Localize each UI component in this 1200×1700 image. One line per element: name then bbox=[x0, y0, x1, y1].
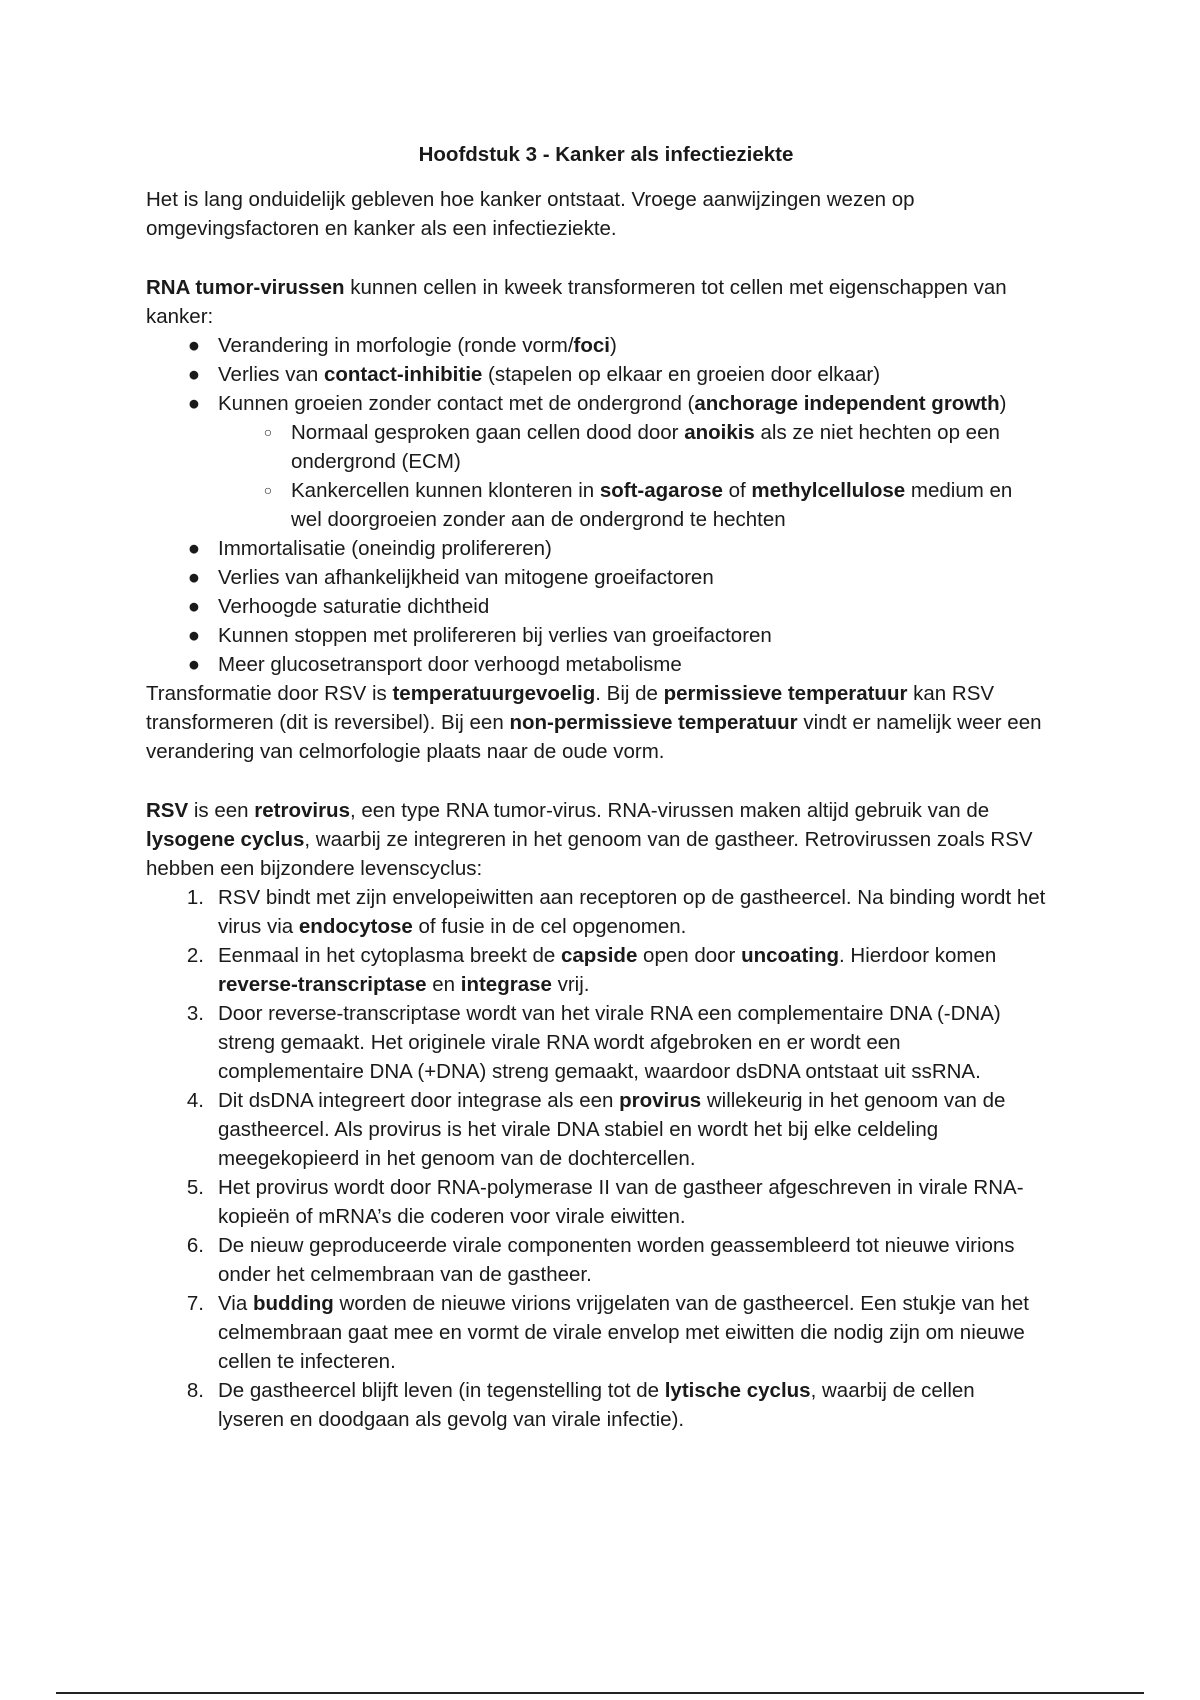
circle-bullet-icon: ○ bbox=[263, 482, 273, 498]
sub-list-item bbox=[218, 476, 1046, 534]
bold-term: RNA tumor-virussen bbox=[146, 276, 345, 299]
text-run: . Bij de bbox=[595, 682, 664, 705]
bold-term: anchorage independent growth bbox=[694, 392, 1000, 415]
text-run: . Hierdoor komen bbox=[839, 944, 997, 967]
numbered-item bbox=[146, 883, 1046, 941]
list-item bbox=[146, 389, 1046, 534]
numbered-item bbox=[146, 1086, 1046, 1173]
cancer-properties-list bbox=[146, 331, 1046, 679]
bold-term: RSV bbox=[146, 799, 189, 822]
bullet-icon: ● bbox=[187, 392, 201, 415]
text-run: ) bbox=[999, 392, 1007, 415]
item-number: 5. bbox=[186, 1176, 204, 1199]
text-run: Verhoogde saturatie dichtheid bbox=[218, 595, 490, 618]
text-run: Via bbox=[218, 1292, 253, 1315]
text-run: ) bbox=[609, 334, 617, 357]
bold-term: lytische cyclus bbox=[664, 1379, 811, 1402]
bullet-icon: ● bbox=[187, 595, 201, 618]
bottom-divider bbox=[56, 1692, 1144, 1694]
bold-term: integrase bbox=[460, 973, 552, 996]
text-run: en bbox=[426, 973, 461, 996]
list-item bbox=[146, 534, 1046, 563]
list-item bbox=[146, 563, 1046, 592]
bullet-icon: ● bbox=[187, 537, 201, 560]
document-page bbox=[146, 140, 1046, 1434]
text-run: Immortalisatie (oneindig prolifereren) bbox=[218, 537, 552, 560]
text-run: kunnen cellen in kweek transformeren tot cellen met eigenschappen van kanker: bbox=[146, 276, 1007, 328]
bold-term: permissieve temperatuur bbox=[663, 682, 908, 705]
bullet-icon: ● bbox=[187, 363, 201, 386]
item-number: 8. bbox=[186, 1379, 204, 1402]
bold-term: budding bbox=[252, 1292, 334, 1315]
item-number: 1. bbox=[186, 886, 204, 909]
text-run: open door bbox=[637, 944, 742, 967]
bold-term: retrovirus bbox=[254, 799, 350, 822]
bold-term: temperatuurgevoelig bbox=[392, 682, 596, 705]
bold-term: capside bbox=[561, 944, 638, 967]
text-run: , waarbij ze integreren in het genoom van de gastheer. Retrovirussen zoals RSV hebben een bijzondere levenscyclus: bbox=[146, 828, 1033, 880]
retrovirus-lifecycle-list bbox=[146, 883, 1046, 1434]
text-run: Kankercellen kunnen klonteren in bbox=[291, 479, 600, 502]
bullet-icon: ● bbox=[187, 334, 201, 357]
sub-list bbox=[218, 418, 1046, 534]
text-run: Het provirus wordt door RNA-polymerase II van de gastheer afgeschreven in virale RNA-kopieën of mRNA’s die coderen voor virale eiwitten. bbox=[218, 1176, 1024, 1228]
bullet-icon: ● bbox=[187, 624, 201, 647]
circle-bullet-icon: ○ bbox=[263, 424, 273, 440]
text-run: als ze niet hechten op een ondergrond (ECM) bbox=[291, 421, 1000, 473]
text-run: (stapelen op elkaar en groeien door elkaar) bbox=[482, 363, 881, 386]
numbered-item bbox=[146, 941, 1046, 999]
spacer bbox=[146, 766, 1046, 796]
rna-tumor-intro bbox=[146, 273, 1046, 331]
sub-list-item bbox=[218, 418, 1046, 476]
text-run: Kunnen stoppen met prolifereren bij verlies van groeifactoren bbox=[218, 624, 772, 647]
bold-term: anoikis bbox=[684, 421, 755, 444]
bold-term: contact-inhibitie bbox=[323, 363, 483, 386]
text-run: willekeurig in het genoom van de gastheercel. Als provirus is het virale DNA stabiel en wordt het bij elke celdeling meegekopieerd in het genoom van de dochtercellen. bbox=[218, 1089, 1006, 1170]
text-run: of bbox=[722, 479, 752, 502]
bold-term: reverse-transcriptase bbox=[218, 973, 427, 996]
bold-term: uncoating bbox=[741, 944, 840, 967]
transformation-paragraph bbox=[146, 679, 1046, 766]
list-item bbox=[146, 331, 1046, 360]
list-item bbox=[146, 592, 1046, 621]
bold-term: soft-agarose bbox=[599, 479, 723, 502]
bold-term: foci bbox=[573, 334, 610, 357]
numbered-item bbox=[146, 999, 1046, 1086]
text-run: De nieuw geproduceerde virale componenten worden geassembleerd tot nieuwe virions onder het celmembraan van de gastheer. bbox=[218, 1234, 1015, 1286]
text-run: , een type RNA tumor-virus. RNA-virussen maken altijd gebruik van de bbox=[349, 799, 990, 822]
text-run: of fusie in de cel opgenomen. bbox=[412, 915, 687, 938]
rsv-paragraph bbox=[146, 796, 1046, 883]
text-run: RSV bindt met zijn envelopeiwitten aan receptoren op de gastheercel. Na binding wordt het virus via bbox=[218, 886, 1046, 938]
list-item bbox=[146, 650, 1046, 679]
item-number: 4. bbox=[186, 1089, 204, 1112]
text-run: is een bbox=[188, 799, 255, 822]
text-run: Eenmaal in het cytoplasma breekt de bbox=[218, 944, 561, 967]
text-run: Kunnen groeien zonder contact met de ondergrond ( bbox=[218, 392, 695, 415]
bullet-icon: ● bbox=[187, 653, 201, 676]
spacer bbox=[146, 243, 1046, 273]
text-run: Normaal gesproken gaan cellen dood door bbox=[291, 421, 685, 444]
numbered-item bbox=[146, 1173, 1046, 1231]
text-run: De gastheercel blijft leven (in tegenstelling tot de bbox=[218, 1379, 665, 1402]
numbered-item bbox=[146, 1376, 1046, 1434]
text-run: Transformatie door RSV is bbox=[146, 682, 393, 705]
item-number: 6. bbox=[186, 1234, 204, 1257]
text-run: Door reverse-transcriptase wordt van het virale RNA een complementaire DNA (-DNA) streng gemaakt. Het originele virale RNA wordt afgebroken en er wordt een complementaire DNA (+DNA) streng gemaakt, waardoor dsDNA ontstaat uit ssRNA. bbox=[218, 1002, 1001, 1083]
item-number: 2. bbox=[186, 944, 204, 967]
intro-paragraph: Het is lang onduidelijk gebleven hoe kanker ontstaat. Vroege aanwijzingen wezen op omgevingsfactoren en kanker als een infectieziekte. bbox=[146, 188, 915, 240]
bold-term: lysogene cyclus bbox=[146, 828, 305, 851]
bold-term: endocytose bbox=[298, 915, 413, 938]
item-number: 7. bbox=[186, 1292, 204, 1315]
text-run: vindt er namelijk weer een verandering van celmorfologie plaats naar de oude vorm. bbox=[146, 711, 1042, 763]
item-number: 3. bbox=[186, 1002, 204, 1025]
text-run: Verlies van bbox=[218, 363, 324, 386]
bold-term: non-permissieve temperatuur bbox=[509, 711, 798, 734]
bold-term: methylcellulose bbox=[751, 479, 906, 502]
bold-term: provirus bbox=[619, 1089, 702, 1112]
text-run: medium en wel doorgroeien zonder aan de ondergrond te hechten bbox=[291, 479, 1013, 531]
text-run: Meer glucosetransport door verhoogd metabolisme bbox=[218, 653, 682, 676]
text-run: kan RSV transformeren (dit is reversibel). Bij een bbox=[146, 682, 995, 734]
list-item bbox=[146, 621, 1046, 650]
text-run: , waarbij de cellen lyseren en doodgaan als gevolg van virale infectie). bbox=[218, 1379, 975, 1431]
page-title: Hoofdstuk 3 - Kanker als infectieziekte bbox=[418, 143, 794, 166]
numbered-item bbox=[146, 1231, 1046, 1289]
numbered-item bbox=[146, 1289, 1046, 1376]
list-item bbox=[146, 360, 1046, 389]
text-run: Verandering in morfologie (ronde vorm/ bbox=[218, 334, 574, 357]
bullet-icon: ● bbox=[187, 566, 201, 589]
text-run: Dit dsDNA integreert door integrase als een bbox=[218, 1089, 620, 1112]
text-run: worden de nieuwe virions vrijgelaten van de gastheercel. Een stukje van het celmembraan gaat mee en vormt de virale envelop met eiwitten die nodig zijn om nieuwe cellen te infecteren. bbox=[218, 1292, 1029, 1373]
text-run: vrij. bbox=[551, 973, 590, 996]
text-run: Verlies van afhankelijkheid van mitogene groeifactoren bbox=[218, 566, 714, 589]
